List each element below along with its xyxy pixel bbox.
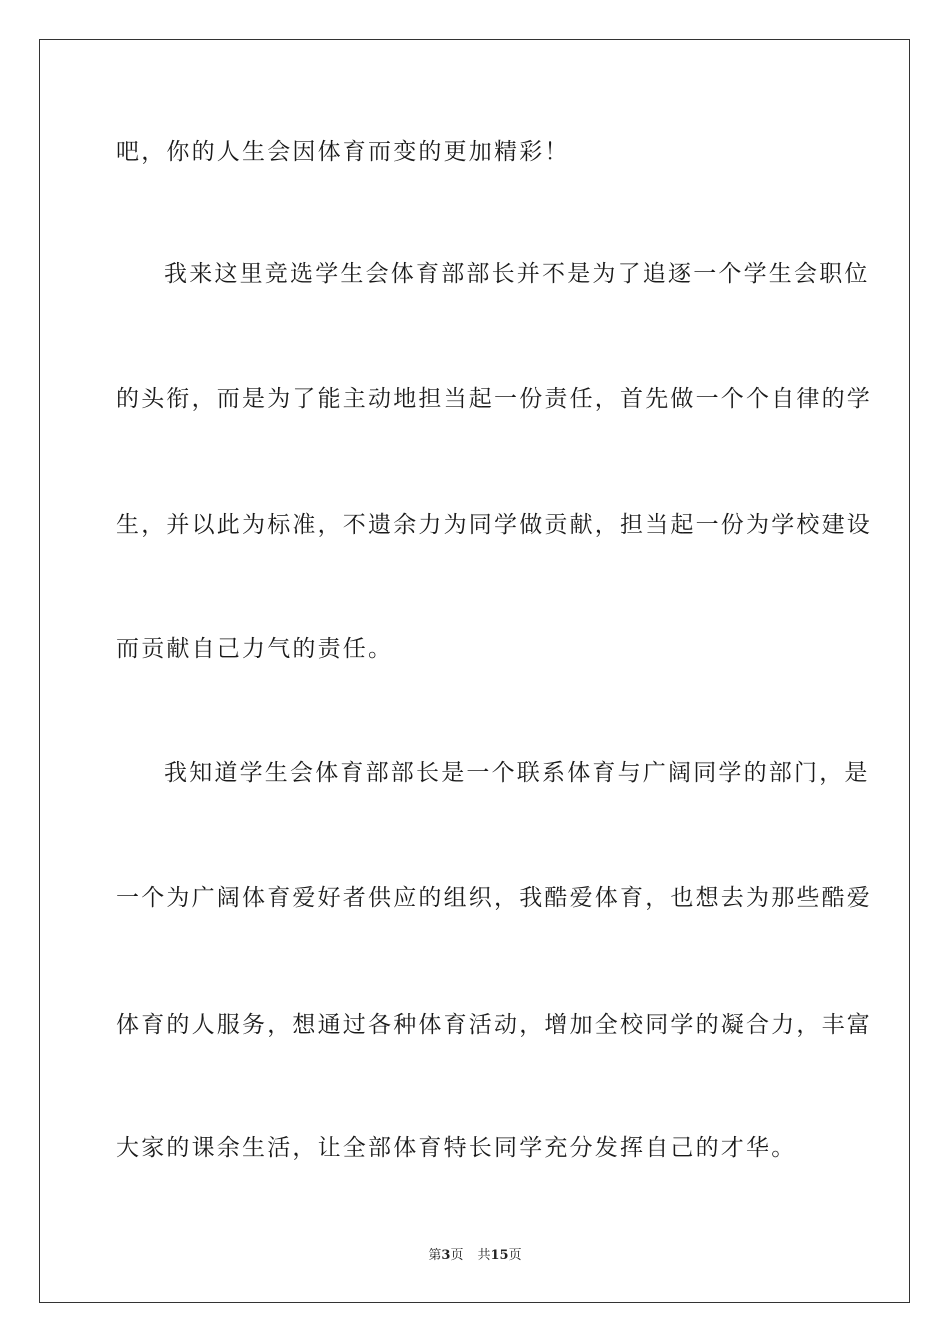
page-total: 15	[490, 1248, 509, 1263]
page-suffix: 页	[450, 1248, 464, 1263]
paragraph-line: 我来这里竞选学生会体育部部长并不是为了追逐一个学生会职位	[164, 261, 870, 287]
paragraph-line: 我知道学生会体育部部长是一个联系体育与广阔同学的部门，是	[164, 760, 870, 786]
paragraph-line: 而贡献自己力气的责任。	[116, 636, 394, 662]
page-prefix: 第	[428, 1248, 442, 1263]
page-footer	[0, 1247, 950, 1265]
total-suffix: 页	[508, 1248, 522, 1263]
paragraph-line: 的头衔，而是为了能主动地担当起一份责任，首先做一个个自律的学	[116, 386, 872, 412]
paragraph-line: 体育的人服务，想通过各种体育活动，增加全校同学的凝合力，丰富	[116, 1012, 872, 1038]
total-prefix: 共	[477, 1248, 491, 1263]
paragraph-line: 大家的课余生活，让全部体育特长同学充分发挥自己的才华。	[116, 1135, 797, 1161]
page-current: 3	[441, 1248, 451, 1263]
page-frame	[39, 39, 910, 1303]
paragraph-line: 生，并以此为标准，不遗余力为同学做贡献，担当起一份为学校建设	[116, 512, 872, 538]
paragraph-line: 吧，你的人生会因体育而变的更加精彩！	[116, 139, 570, 165]
paragraph-line: 一个为广阔体育爱好者供应的组织，我酷爱体育，也想去为那些酷爱	[116, 885, 872, 911]
